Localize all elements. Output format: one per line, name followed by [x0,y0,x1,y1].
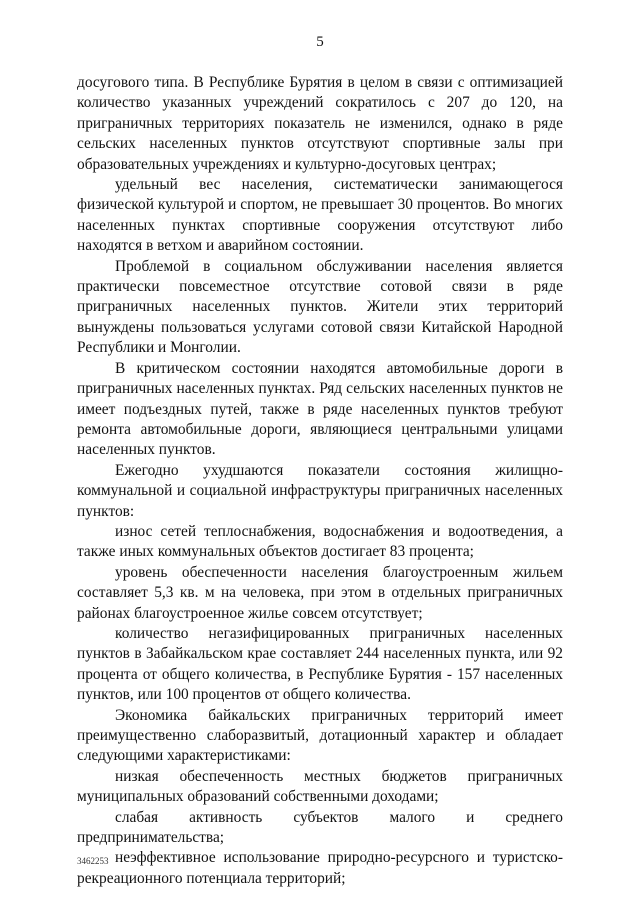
paragraph: низкая обеспеченность местных бюджетов приграничных муниципальных образований собственными доходами; [77,767,563,806]
paragraph: досугового типа. В Республике Бурятия в целом в связи с оптимизацией количество указанных учреждений сократилось с 207 до 120, на приграничных территориях показатель не изменился, однако в ряде сельских населенных пунктов отсутствуют спортивные залы при образовательных учреждениях и культурно-досуговых центрах; [77,74,563,173]
paragraph: удельный вес населения, систематически занимающегося физической культурой и спортом, не превышает 30 процентов. Во многих населенных пунктах спортивные сооружения отсутствуют либо находятся в ветхом и аварийном состоянии. [77,176,563,255]
paragraph: слабая активность субъектов малого и среднего предпринимательства; [77,808,563,847]
paragraph: Проблемой в социальном обслуживании населения является практически повсеместное отсутствие сотовой связи в ряде приграничных населенных пунктов. Жители этих территорий вынуждены пользоваться услугами сотовой связи Китайской Народной Республики и Монголии. [77,257,563,357]
paragraph: износ сетей теплоснабжения, водоснабжения и водоотведения, а также иных коммунальных объектов достигает 83 процента; [77,522,563,561]
paragraph: уровень обеспеченности населения благоустроенным жильем составляет 5,3 кв. м на человека, при этом в отдельных приграничных районах благоустроенное жилье совсем отсутствует; [77,563,563,622]
paragraph: В критическом состоянии находятся автомобильные дороги в приграничных населенных пунктах. Ряд сельских населенных пунктов не имеет подъездных путей, также в ряде населенных пунктов требуют ремонта автомобильные дороги, являющиеся центральными улицами населенных пунктов. [77,359,563,459]
document-code: 3462253 [77,856,109,866]
paragraph: Экономика байкальских приграничных территорий имеет преимущественно слаборазвитый, дотационный характер и обладает следующими характеристиками: [77,706,563,765]
paragraph: количество негазифицированных приграничных населенных пунктов в Забайкальском крае составляет 244 населенных пункта, или 92 процента от общего количества, в Республике Бурятия - 157 населенных пунктов, или 100 процентов от общего количества. [77,624,563,704]
paragraph: Ежегодно ухудшаются показатели состояния жилищно-коммунальной и социальной инфраструктуры приграничных населенных пунктов: [77,461,563,520]
page-number: 5 [316,34,324,50]
document-body [77,73,563,889]
paragraph: неэффективное использование природно-ресурсного и туристско-рекреационного потенциала территорий; [77,849,563,887]
